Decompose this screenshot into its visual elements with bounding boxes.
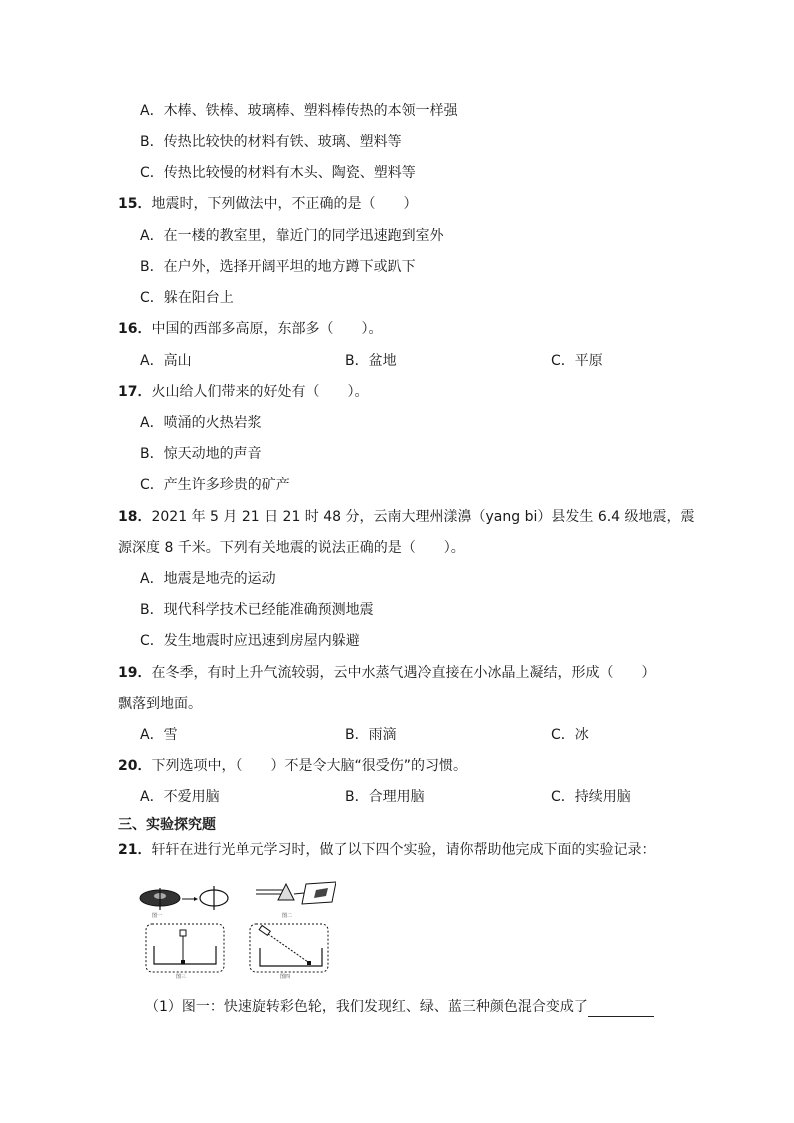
q16-option-a: A．高山 xyxy=(140,353,192,369)
q19-option-b: B．雨滴 xyxy=(345,727,397,743)
fig2-label: 图二 xyxy=(282,913,293,919)
q17-option-c: C．产生许多珍贵的矿产 xyxy=(140,477,290,493)
q16-text: 中国的西部多高原，东部多（ ）。 xyxy=(151,321,383,337)
q19-text-line1: 在冬季，有时上升气流较弱，云中水蒸气遇冷直接在小冰晶上凝结，形成（ ） xyxy=(151,665,656,681)
q16-option-c: C．平原 xyxy=(551,353,603,369)
q18-option-b: B．现代科学技术已经能准确预测地震 xyxy=(140,602,374,618)
q16-option-b: B．盆地 xyxy=(345,353,397,369)
q15-option-a: A．在一楼的教室里，靠近门的同学迅速跑到室外 xyxy=(140,228,444,244)
q15-option-b: B．在户外，选择开阔平坦的地方蹲下或趴下 xyxy=(140,259,416,275)
q20-text: 下列选项中，（ ）不是令大脑“很受伤”的习惯。 xyxy=(151,758,467,774)
q19-option-a: A．雪 xyxy=(140,727,178,743)
q15-stem xyxy=(118,194,417,214)
q19-option-c: C．冰 xyxy=(551,727,589,743)
q20-number: 20． xyxy=(118,758,152,774)
q14-option-a: A．木棒、铁棒、玻璃棒、塑料棒传热的本领一样强 xyxy=(140,103,458,119)
fig3-straight-light xyxy=(146,924,224,980)
q16-number: 16． xyxy=(118,321,152,337)
q16-stem xyxy=(118,319,382,339)
q18-option-a: A．地震是地壳的运动 xyxy=(140,571,276,587)
q18-text-line1: 2021 年 5 月 21 日 21 时 48 分，云南大理州漾濞（yang bi）县发生 6.4 级地震，震 xyxy=(151,509,695,525)
q20-option-b: B．合理用脑 xyxy=(345,789,425,805)
q17-stem xyxy=(118,382,368,402)
q21-number: 21． xyxy=(118,842,152,858)
q19-text-line2: 飘落到地面。 xyxy=(118,696,202,712)
q21-stem xyxy=(118,840,655,860)
q14-option-c: C．传热比较慢的材料有木头、陶瓷、塑料等 xyxy=(140,165,416,181)
fig3-label: 图三 xyxy=(176,974,187,980)
q21-sub1-text: （1）图一：快速旋转彩色轮，我们发现红、绿、蓝三种颜色混合变成了 xyxy=(145,999,588,1015)
q17-option-a: A．喷涌的火热岩浆 xyxy=(140,415,262,431)
q18-option-c: C．发生地震时应迅速到房屋内躲避 xyxy=(140,633,360,649)
q19-number: 19． xyxy=(118,665,152,681)
section-heading: 三、实验探究题 xyxy=(118,817,216,833)
experiment-figure xyxy=(136,880,336,980)
q21-sub1-answer-blank[interactable] xyxy=(588,1000,654,1017)
q20-option-a: A．不爱用脑 xyxy=(140,789,220,805)
q21-text: 轩轩在进行光单元学习时，做了以下四个实验，请你帮助他完成下面的实验记录： xyxy=(151,842,656,858)
q18-stem xyxy=(118,507,695,527)
q20-option-c: C．持续用脑 xyxy=(551,789,631,805)
q19-stem xyxy=(118,663,655,683)
fig2-prism xyxy=(256,882,336,919)
q15-text: 地震时，下列做法中，不正确的是（ ） xyxy=(151,196,418,212)
q17-option-b: B．惊天动地的声音 xyxy=(140,446,262,462)
q18-text-line2: 源深度 8 千米。下列有关地震的说法正确的是（ ）。 xyxy=(118,540,465,556)
q18-number: 18． xyxy=(118,509,152,525)
fig4-label: 图四 xyxy=(280,974,291,980)
fig1-color-wheel xyxy=(140,886,228,919)
q17-text: 火山给人们带来的好处有（ ）。 xyxy=(151,384,369,400)
q14-option-b: B．传热比较快的材料有铁、玻璃、塑料等 xyxy=(140,134,402,150)
q20-stem xyxy=(118,756,467,776)
q15-option-c: C．躲在阳台上 xyxy=(140,290,234,306)
fig1-label: 图一 xyxy=(152,913,163,919)
q21-sub1 xyxy=(145,997,654,1017)
fig4-slanted-light xyxy=(250,924,328,980)
q17-number: 17． xyxy=(118,384,152,400)
q15-number: 15． xyxy=(118,196,152,212)
